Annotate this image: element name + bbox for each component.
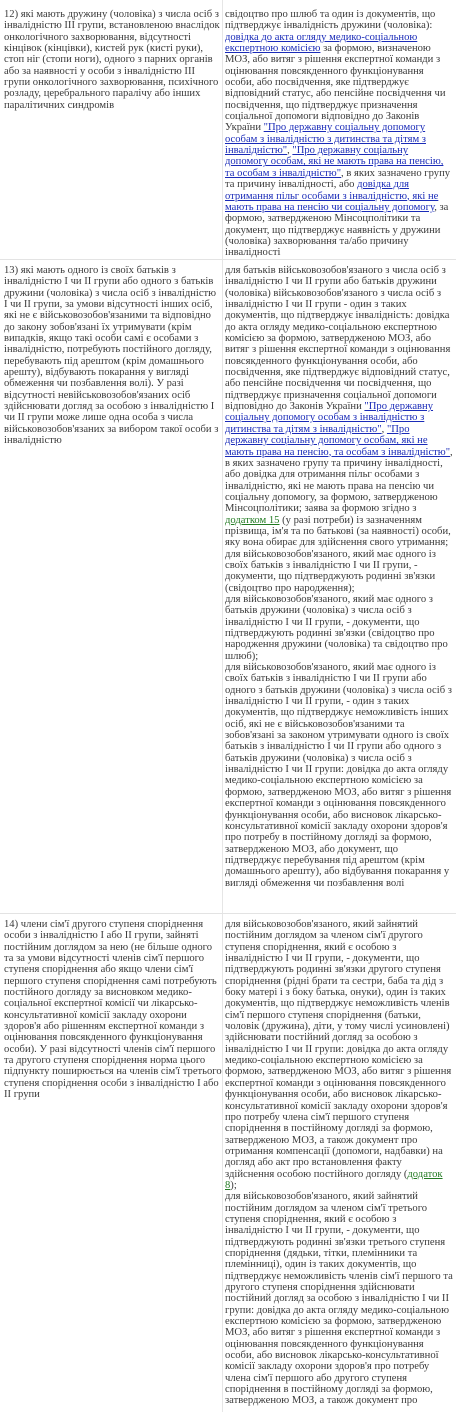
document-text: , в яких зазначено групу та причину інвалідності, або довідка для отримання пільг особами з інвалідністю, які не мають права на пенсію чи соціальну допомогу, за формою, затвердженою Мінсоцполітики; заява за формою згідно з (225, 446, 453, 515)
document-text: для батьків військовозобов'язаного з числа осіб з інвалідністю I чи II групи або батьків дружини (чоловіка) військовозобов'язаного з числа осіб з інвалідністю I чи II групи - один з таких документів, що підтверджує інвалідність: довідка до акта огляду медико-соціальною експертною комісією за формою, затвердженою МОЗ, або витяг з рішення експертної команди з оцінювання повсякденного функціонування особи, або посвідчення, яке підтверджує відповідний статус, або пенсійне посвідчення чи посвідчення, що підтверджує призначення соціальної допомоги відповідно до Законів України (225, 265, 451, 413)
document-link[interactable]: "Про державну соціальну допомогу особам, які не мають права на пенсію, та особам з інвалідністю" (225, 423, 451, 458)
document-text: , за формою, затвердженою Мінсоцполітики та документ, що підтверджує наявність у дружини (чоловіка) захворювання та/або причину інвалідності (225, 201, 449, 259)
document-link[interactable]: довідка до акта огляду медико-соціальною експертною комісією (225, 31, 418, 55)
document-link[interactable]: "Про державну соціальну допомогу особам з інвалідністю з дитинства та дітям з інвалідністю" (225, 122, 426, 157)
document-text: , (381, 423, 387, 435)
column-divider (222, 0, 223, 1412)
document-text: , (287, 145, 293, 157)
document-text: , в яких зазначено групу та причину інвалідності, або (225, 167, 451, 191)
row-12-documents (225, 9, 453, 259)
document-link[interactable]: "Про державну соціальну допомогу особам з інвалідністю з дитинства та дітям з інвалідністю" (225, 401, 434, 435)
document-link[interactable]: "Про державну соціальну допомогу особам, які не мають права на пенсію, та особам з інвалідністю" (225, 145, 444, 179)
row-divider (0, 913, 456, 914)
document-text: ); для військовозобов'язаного, який зайнятий постійним доглядом за членом сім'ї третього ступеня споріднення, який є особою з інвалідністю I чи II групи, - документи, що підтверджують родинні зв'язки третього ступеня споріднення (дядьки, тітки, племінники та племінниці), один із таких документів, що підтверджує неможливість членів сім'ї першого та другого ступеня споріднення здійснювати постійний догляд за особою з інвалідністю I чи II групи: довідка до акта огляду медико-соціальною експертною комісією за формою, затвердженою МОЗ, або витяг з рішення експертної команди з оцінювання повсякденного функціонування особи, або висновок лікарсько-консультативної комісії закладу охорони здоров'я про потребу члена сім'ї першого або другого ступеня споріднення в постійному догляді за формою, затвердженою МОЗ, а також документ про (225, 1179, 453, 1407)
row-14-documents (225, 919, 453, 1412)
document-text: за формою, визначеною МОЗ, або витяг з рішення експертної команди з оцінювання повсякденного функціонування особи, або посвідчення, яке підтверджує відповідний статус, або пенсійне посвідчення чи посвідчення, що підтверджує призначення соціальної допомоги відповідно до Законів України (225, 43, 446, 134)
row-12-condition: 12) які мають дружину (чоловіка) з числа осіб з інвалідністю III групи, встановленою внаслідок онкологічного захворювання, відсутності кінцівок (кінцівки), кистей рук (кисті руки), стоп ніг (стопи ноги), одного з парних органів або за наявності у особи з інвалідністю III групи онкологічного захворювання, психічного розладу, церебрального паралічу або інших паралітичних синдромів (4, 9, 220, 111)
document-link[interactable]: додаток 8 (225, 1168, 443, 1191)
document-link[interactable]: довідка для отримання пільг особами з інвалідністю, які не мають права на пенсію чи соціальну допомогу (225, 179, 439, 213)
row-13-documents (225, 265, 453, 889)
document-link[interactable]: додатком 15 (225, 514, 280, 526)
document-text: (у разі потреби) із зазначенням прізвища, ім'я та по батькові (за наявності) особи, яку вона обирає для здійснення свого утримання; для військовозобов'язаного, який має одного із своїх батьків з інвалідністю I чи II групи, - документи, що підтверджують родинні зв'язки (свідоцтво про народження); для військовозобов'язаного, який має одного з батьків дружини (чоловіка) з числа осіб з інвалідністю I чи II групи, - документи, що підтверджують родинні зв'язки (свідоцтво про народження дружини (чоловіка) та свідоцтво про шлюб); для військовозобов'язаного, який має одного із своїх батьків з інвалідністю I чи II групи або одного з батьків дружини (чоловіка) з числа осіб з інвалідністю I чи II групи, - один з таких документів, що підтверджує неможливість інших осіб, які не є військовозобов'язаними та зобов'язані за законом утримувати одного із своїх батьків з інвалідністю I чи II групи або одного з батьків дружини (чоловіка) з числа осіб з інвалідністю I чи II групи: довідка до акта огляду медико-соціальною експертною комісією за формою, затвердженою МОЗ, або витяг з рішення експертної команди з оцінювання повсякденного функціонування особи, або висновок лікарсько-консультативної комісії закладу охорони здоров'я про потребу в постійному догляді за формою, затвердженою МОЗ, або документ, що підтверджує перебування під арештом (крім домашнього арешту), або відбування покарання у вигляді обмеження чи позбавлення волі (225, 514, 452, 889)
row-13-condition: 13) які мають одного із своїх батьків з інвалідністю I чи II групи або одного з батьків дружини (чоловіка) з числа осіб з інвалідністю I чи II групи, за умови відсутності інших осіб, які не є військовозобов'язаними та відповідно до закону зобов'язані їх утримувати (крім випадків, якщо такі особи самі є особами з інвалідністю, потребують постійного догляду, перебувають під арештом (крім домашнього арешту), відбувають покарання у вигляді обмеження чи позбавлення волі). У разі відсутності невійськовозобов'язаних осіб здійснювати догляд за особою з інвалідністю I чи II групи може лише одна особа з числа військовозобов'язаних за вибором такої особи з інвалідністю (4, 265, 219, 447)
document-text: для військовозобов'язаного, який зайнятий постійним доглядом за членом сім'ї другого ступеня споріднення, який є особою з інвалідністю I чи II групи, - документи, що підтверджують родинні зв'язки другого ступеня споріднення (рідні брати та сестри, баба та дід з боку матері і з боку батька, онуки), один із таких документів, що підтверджує неможливість членів сім'ї першого ступеня споріднення (батьки, чоловік (дружина), діти, у тому числі усиновлені) здійснювати постійний догляд за особою з інвалідністю I чи II групи: довідка до акта огляду медико-соціальною експертною комісією за формою, затвердженою МОЗ, або витяг з рішення експертної команди з оцінювання повсякденного функціонування особи, або висновок лікарсько-консультативної комісії закладу охорони здоров'я про потребу члена сім'ї першого ступеня споріднення в постійному догляді за формою, затвердженою МОЗ, а також документ про отримання компенсації (допомоги, надбавки) на догляд або акт про встановлення факту здійснення особою постійного догляду ( (225, 919, 452, 1180)
row-14-condition: 14) члени сім'ї другого ступеня споріднення особи з інвалідністю I або II групи, зайняті постійним доглядом за нею (не більше одного та за умови відсутності членів сім'ї першого ступеня споріднення або якщо члени сім'ї першого ступеня споріднення самі потребують постійного догляду за висновком медико-соціальної експертної комісії чи лікарсько-консультативної комісії закладу охорони здоров'я або рішенням експертної команди з оцінювання повсякденного функціонування особи). У разі відсутності членів сім'ї першого та другого ступеня споріднення норма цього підпункту поширюється на членів сім'ї третього ступеня споріднення особи з інвалідністю I або II групи (4, 919, 222, 1101)
row-divider (0, 259, 456, 260)
document-text: свідоцтво про шлюб та один із документів, що підтверджує інвалідність дружини (чоловіка): (225, 9, 436, 32)
